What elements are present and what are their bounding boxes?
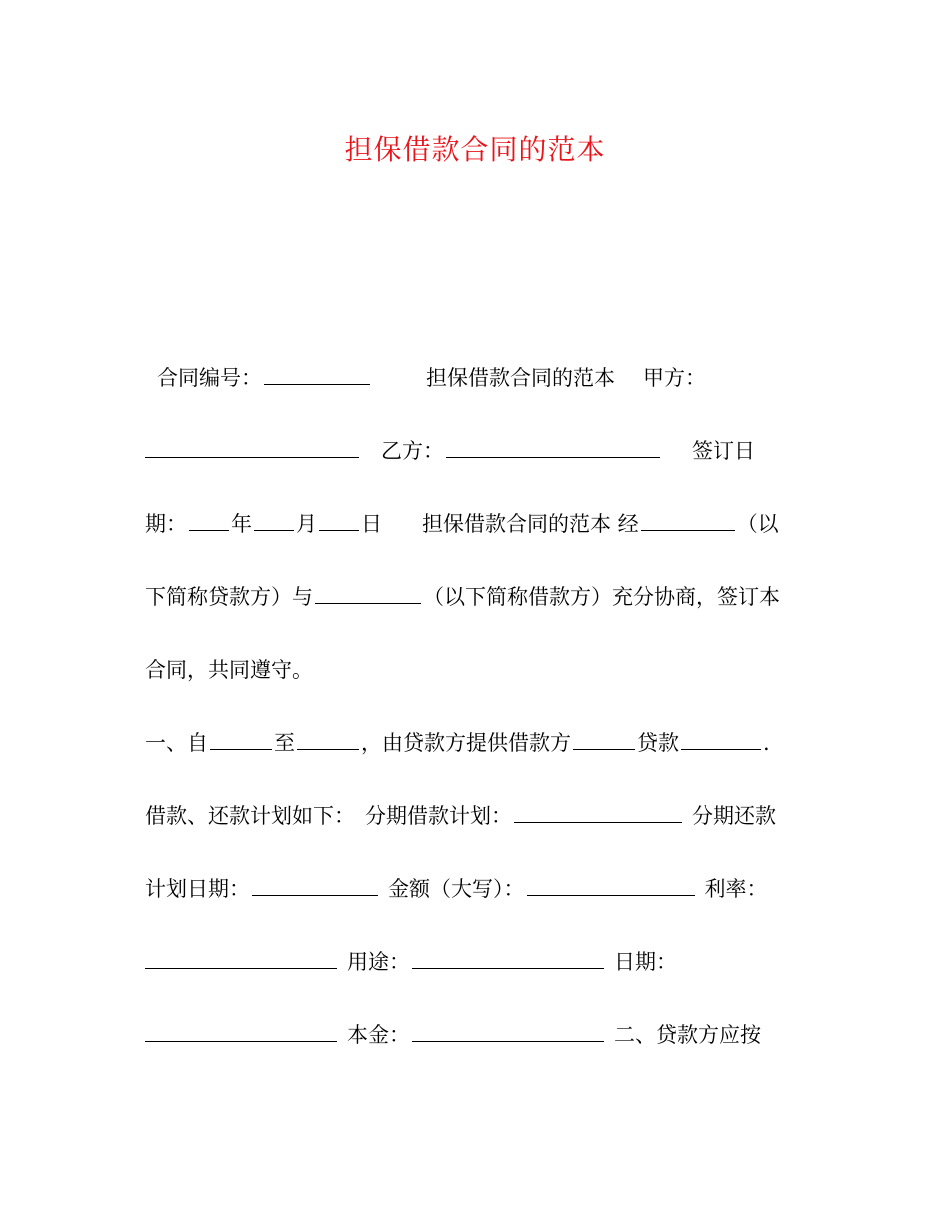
document-title: 担保借款合同的范本: [344, 133, 606, 166]
repay-plan-label: 分期还款: [692, 804, 776, 828]
contract-number-label: 合同编号：: [157, 366, 262, 390]
text-line-2: [145, 435, 755, 467]
plan-date-blank: [252, 875, 378, 896]
loan-amount-blank: [681, 729, 761, 750]
month-label: 月: [296, 512, 317, 536]
party-b-label: 乙方：: [381, 439, 444, 463]
party-a-label: 甲方：: [643, 366, 706, 390]
loan-label: 贷款: [637, 731, 679, 755]
text-line-9: [145, 946, 677, 978]
loan-type-blank: [573, 729, 635, 750]
text-line-6: [145, 727, 770, 759]
day-label: 日: [361, 512, 382, 536]
year-label: 年: [231, 512, 252, 536]
date-label: 日期：: [614, 950, 677, 974]
principal-blank: [412, 1021, 604, 1042]
from-date-blank: [210, 729, 272, 750]
rate-label: 利率：: [704, 877, 768, 901]
text-line-10: [145, 1019, 761, 1051]
plan-date-label: 计划日期：: [145, 877, 250, 901]
party-a-blank: [145, 437, 359, 458]
clause-1-start: 一、自: [145, 731, 208, 755]
text-line-4: [145, 581, 780, 613]
borrow-plan-label: 分期借款计划：: [365, 804, 512, 828]
day-blank: [319, 510, 359, 531]
purpose-label: 用途：: [347, 950, 410, 974]
text-line-3: [145, 508, 779, 540]
lender-abbrev-open: （以: [736, 512, 779, 536]
principal-label: 本金：: [347, 1023, 410, 1047]
borrow-plan-blank: [514, 802, 682, 823]
to-label: 至: [274, 731, 295, 755]
signing-date-label: 签订日: [692, 439, 755, 463]
date-label-cont: 期：: [145, 512, 187, 536]
month-blank: [254, 510, 294, 531]
contract-intro-text: 担保借款合同的范本 经: [422, 512, 639, 536]
amount-label: 金额（大写）：: [388, 877, 525, 901]
text-line-5: [145, 654, 313, 686]
borrower-blank: [315, 583, 421, 604]
clause-1-end: .: [763, 731, 770, 755]
clause-2-start: 二、贷款方应按: [614, 1023, 761, 1047]
purpose-blank: [412, 948, 604, 969]
lender-blank: [641, 510, 735, 531]
borrower-abbrev-text: （以下简称借款方）充分协商，签订本: [423, 585, 780, 609]
text-line-8: [145, 873, 768, 905]
amount-blank: [527, 875, 695, 896]
clause-1-mid: ，由贷款方提供借款方: [361, 731, 571, 755]
text-line-7: [145, 800, 776, 832]
date-blank: [145, 1021, 337, 1042]
year-blank: [189, 510, 229, 531]
rate-blank: [145, 948, 337, 969]
plan-intro: 借款、还款计划如下：: [145, 804, 355, 828]
lender-abbrev-text: 下简称贷款方）与: [145, 585, 313, 609]
to-date-blank: [297, 729, 359, 750]
compliance-text: 合同，共同遵守。: [145, 658, 313, 682]
contract-number-blank: [264, 364, 370, 385]
contract-name-text: 担保借款合同的范本: [426, 366, 615, 390]
party-b-blank: [446, 437, 660, 458]
text-line-1: [157, 362, 706, 394]
